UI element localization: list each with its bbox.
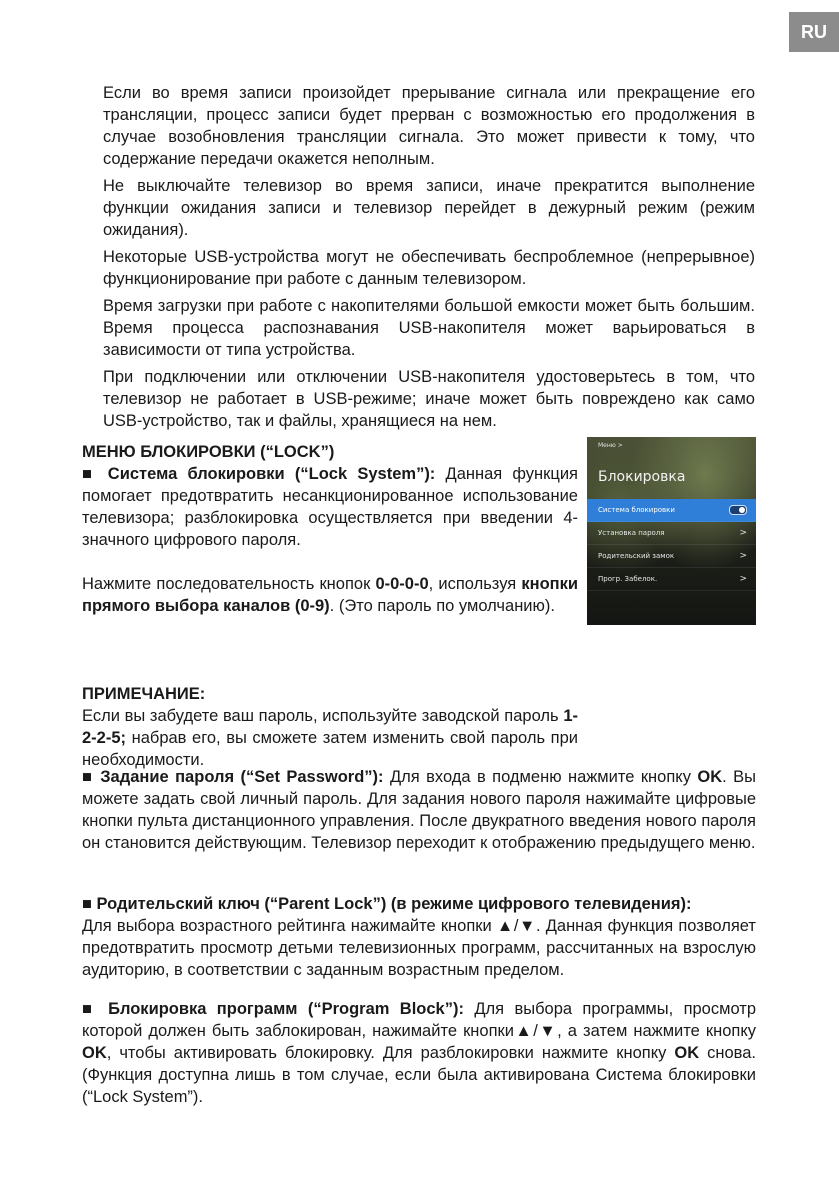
program-block-section <box>82 998 756 1108</box>
tv-menu-item-lock-system[interactable] <box>587 499 756 522</box>
lock-system-paragraph <box>82 463 578 551</box>
parent-lock-label: ■ Родительский ключ (“Parent Lock”) (в режиме цифрового телевидения): <box>82 895 692 913</box>
tv-breadcrumb: Меню > <box>598 442 623 449</box>
tv-menu-item-program-block[interactable] <box>587 568 756 591</box>
note-paragraph: Если во время записи произойдет прерывание сигнала или прекращение его трансляции, процесс записи будет прерван с возможностью его продолжения в случае возобновления трансляции сигнала. Это может привести к тому, что содержание передачи окажется неполным. <box>103 84 755 168</box>
text-run: Если вы забудете ваш пароль, используйте заводской пароль <box>82 707 564 725</box>
note-text <box>82 705 578 771</box>
tv-lock-menu-screenshot <box>587 437 756 625</box>
text-run: Для выбора возрастного рейтинга нажимайте кнопки ▲/▼. Данная функция позволяет предотвратить просмотр детьми телевизионных программ, рассчитанных на взрослую аудиторию, в соответствии с заданным возрастным пределом. <box>82 917 756 979</box>
note-section <box>82 683 578 771</box>
set-password-section <box>82 766 756 854</box>
default-code: 0-0-0-0 <box>375 575 429 593</box>
text-run: , чтобы активировать блокировку. Для разблокировки нажмите кнопку <box>106 1044 675 1062</box>
text-run: . (Это пароль по умолчанию). <box>329 597 555 615</box>
note-paragraph: При подключении или отключении USB-накопителя удостоверьтесь в том, что телевизор не работает в USB-режиме; иначе может быть повреждено как само USB-устройство, так и файлы, хранящиеся на нем. <box>103 368 755 430</box>
tv-menu-item-label: Родительский замок <box>598 552 675 560</box>
program-block-label: ■ Блокировка программ (“Program Block”): <box>82 1000 464 1018</box>
tv-menu-item-label: Установка пароля <box>598 529 665 537</box>
note-paragraph: Некоторые USB-устройства могут не обеспечивать беспроблемное (непрерывное) функционирование при работе с данным телевизором. <box>103 248 755 288</box>
set-password-label: ■ Задание пароля (“Set Password”): <box>82 768 384 786</box>
tv-menu-item-label: Прогр. Забелок. <box>598 575 658 583</box>
text-run: , используя <box>428 575 522 593</box>
bold-run: кнопки прямого выбора каналов (0-9) <box>82 575 579 615</box>
tv-menu-item-parent-lock[interactable] <box>587 545 756 568</box>
lock-system-label: ■ Система блокировки (“Lock System”): <box>82 465 436 483</box>
text-run: снова. (Функция доступна лишь в том случае, если была активирована Система блокировки (“Lock System”). <box>82 1044 757 1106</box>
parent-lock-paragraph <box>82 893 756 981</box>
chevron-right-icon: > <box>739 551 747 561</box>
chevron-right-icon: > <box>739 528 747 538</box>
factory-code: 1-2-2-5; <box>82 707 578 747</box>
parent-lock-section <box>82 893 756 981</box>
program-block-paragraph <box>82 998 756 1108</box>
language-badge: RU <box>789 12 839 52</box>
tv-menu-item-set-password[interactable] <box>587 522 756 545</box>
set-password-paragraph <box>82 766 756 854</box>
note-paragraph: Время загрузки при работе с накопителями большой емкости может быть большим. Время процесса распознавания USB-накопителя может варьироваться в зависимости от типа устройства. <box>103 297 755 359</box>
text-run: Для входа в подменю нажмите кнопку <box>383 768 698 786</box>
tv-menu-list <box>587 499 756 591</box>
ok-key: OK <box>82 1044 107 1062</box>
tv-menu-title: Блокировка <box>598 469 686 485</box>
lock-system-text: Данная функция помогает предотвратить несанкционированное использование телевизора; разблокировка осуществляется при введении 4-значного цифрового пароля. <box>82 465 578 549</box>
ok-key: OK <box>674 1044 700 1062</box>
toggle-switch-icon[interactable] <box>729 505 747 515</box>
text-run: Нажмите последовательность кнопок <box>82 575 376 593</box>
text-run: Для выбора программы, просмотр которой должен быть заблокирован, нажимайте кнопки▲/▼, а затем нажмите кнопку <box>82 1000 757 1040</box>
note-paragraph: Не выключайте телевизор во время записи, иначе прекратится выполнение функции ожидания записи и телевизор перейдет в дежурный режим (режим ожидания). <box>103 177 755 239</box>
text-run: . Вы можете задать свой личный пароль. Для задания нового пароля нажимайте цифровые кнопки пульта дистанционного управления. После двукратного введения нового пароля он становится действующим. Телевизор переходит к отображению предыдущего меню. <box>82 768 756 852</box>
ok-key: OK <box>697 768 723 786</box>
default-password-paragraph <box>82 573 578 617</box>
note-heading: ПРИМЕЧАНИЕ: <box>82 685 206 703</box>
tv-menu-item-label: Система блокировки <box>598 506 675 514</box>
usb-notes <box>103 82 755 437</box>
text-run: набрав его, вы сможете затем изменить свой пароль при необходимости. <box>82 729 578 769</box>
lock-menu-heading: МЕНЮ БЛОКИРОВКИ (“LOCK”) <box>82 443 335 461</box>
chevron-right-icon: > <box>739 574 747 584</box>
lock-menu-section <box>82 441 578 617</box>
